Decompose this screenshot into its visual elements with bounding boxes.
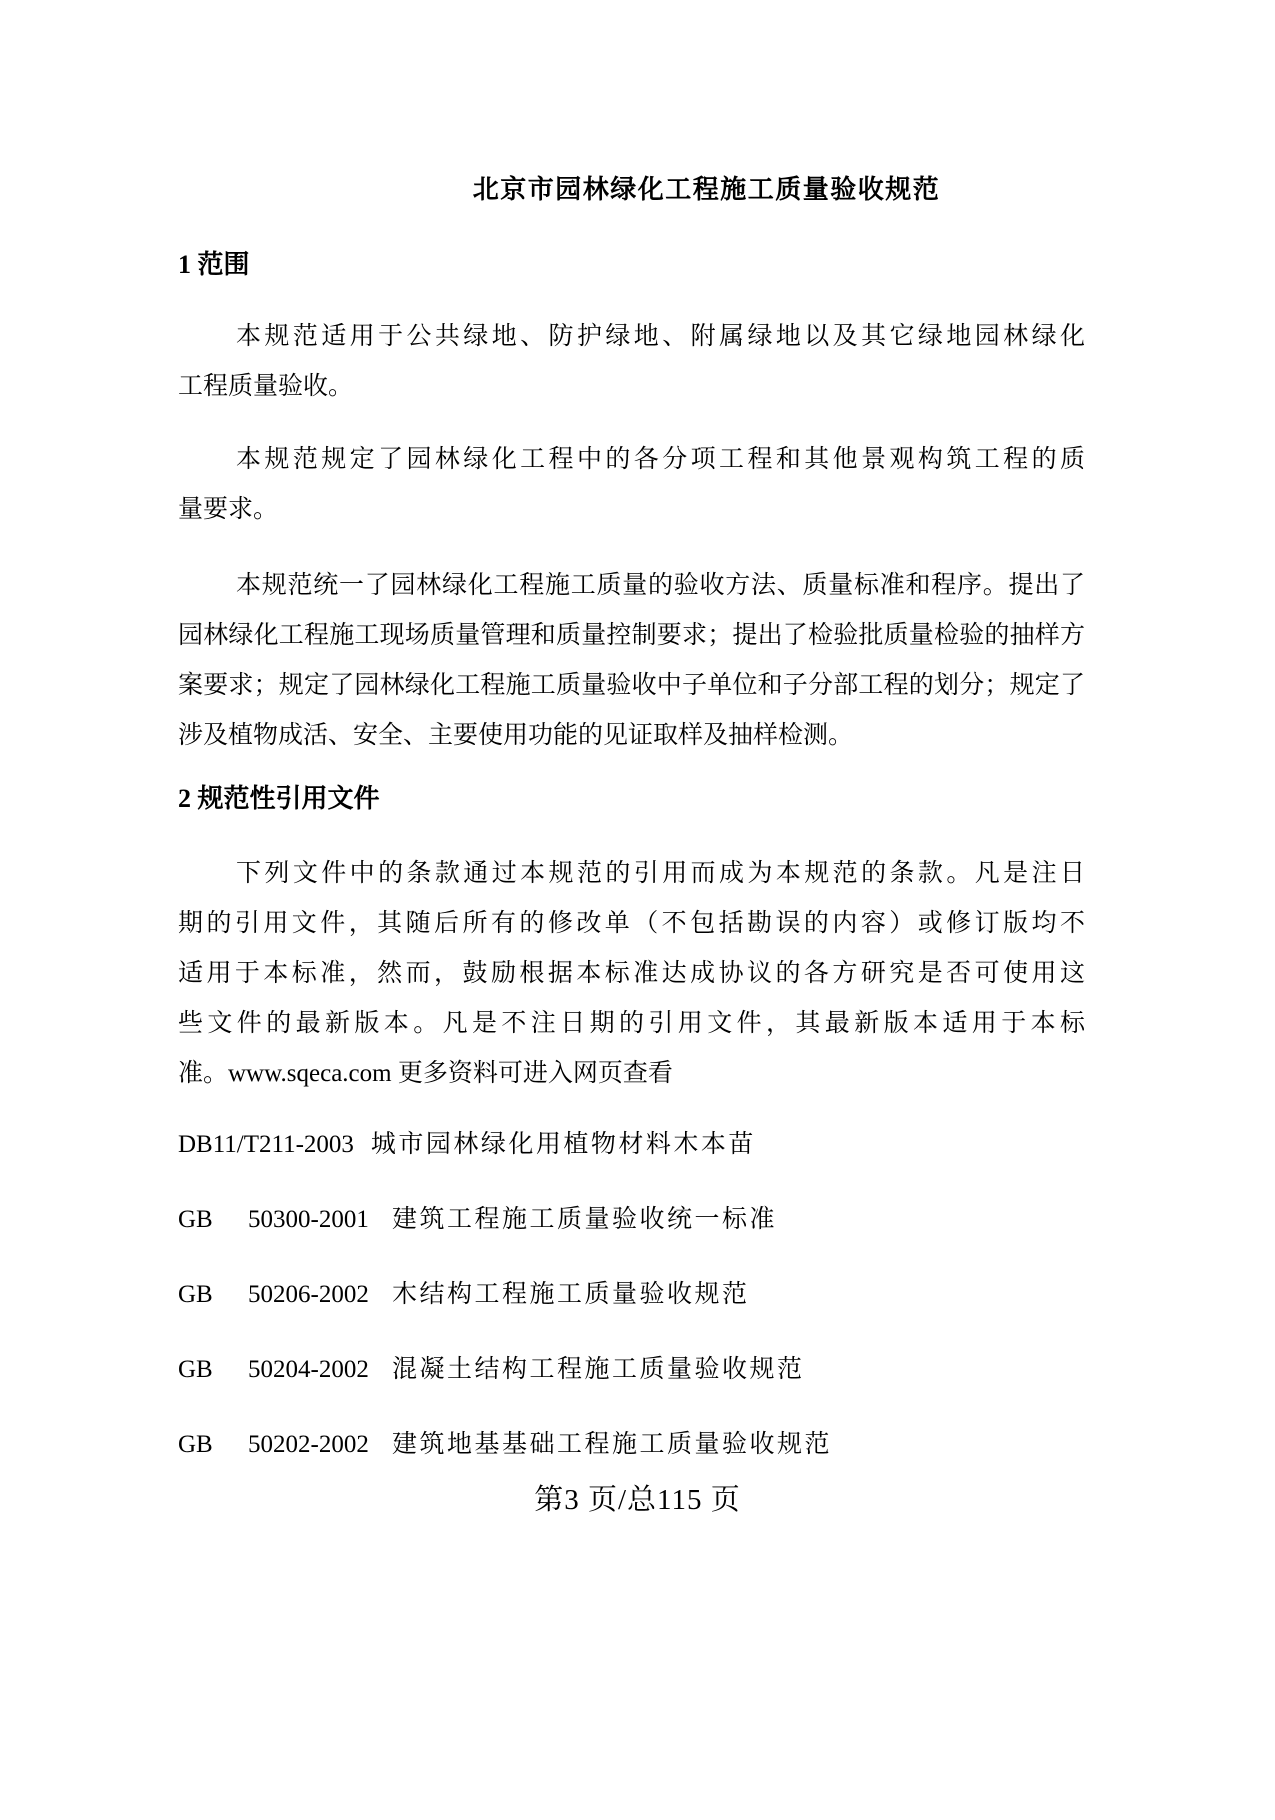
paragraph-line: 些文件的最新版本。凡是不注日期的引用文件，其最新版本适用于本标 — [178, 1010, 1085, 1037]
paragraph-line: 园林绿化工程施工现场质量管理和质量控制要求；提出了检验批质量检验的抽样方 — [178, 622, 1085, 649]
section-2-heading: 2 规范性引用文件 — [178, 784, 380, 813]
section-1-heading: 1 范围 — [178, 250, 250, 279]
paragraph-scope-3 — [178, 561, 1085, 761]
reference-code: GB — [178, 1356, 213, 1383]
paragraph-line: 量要求。 — [178, 496, 279, 523]
document-page — [0, 170, 1275, 1470]
reference-code: DB11/T211-2003 — [178, 1131, 354, 1158]
reference-row — [178, 1195, 1085, 1245]
reference-row — [178, 1420, 1085, 1470]
paragraph-line: 涉及植物成活、安全、主要使用功能的见证取样及抽样检测。 — [178, 722, 854, 749]
reference-title: 木结构工程施工质量验收规范 — [392, 1281, 750, 1308]
reference-number: 50202-2002 — [248, 1431, 369, 1458]
reference-row — [178, 1345, 1085, 1395]
reference-title: 建筑地基基础工程施工质量验收规范 — [392, 1431, 833, 1458]
reference-row — [178, 1120, 1085, 1170]
reference-code: GB — [178, 1281, 213, 1308]
document-title: 北京市园林绿化工程施工质量验收规范 — [472, 175, 941, 204]
page-footer: 第3 页/总115 页 — [534, 1484, 741, 1516]
paragraph-line: 准。www.sqeca.com 更多资料可进入网页查看 — [178, 1060, 673, 1087]
reference-code: GB — [178, 1431, 213, 1458]
paragraph-line: 期的引用文件，其随后所有的修改单（不包括勘误的内容）或修订版均不 — [178, 910, 1085, 937]
reference-title: 混凝土结构工程施工质量验收规范 — [392, 1356, 805, 1383]
reference-code: GB — [178, 1206, 213, 1233]
paragraph-line: 下列文件中的条款通过本规范的引用而成为本规范的条款。凡是注日 — [236, 860, 1085, 887]
paragraph-line: 案要求；规定了园林绿化工程施工质量验收中子单位和子分部工程的划分；规定了 — [178, 672, 1085, 699]
paragraph-scope-2 — [178, 435, 1085, 535]
paragraph-line: 本规范规定了园林绿化工程中的各分项工程和其他景观构筑工程的质 — [236, 446, 1085, 473]
paragraph-line: 适用于本标准，然而，鼓励根据本标准达成协议的各方研究是否可使用这 — [178, 960, 1085, 987]
reference-number: 50300-2001 — [248, 1206, 369, 1233]
reference-title: 建筑工程施工质量验收统一标准 — [392, 1206, 778, 1233]
paragraph-scope-1 — [178, 312, 1085, 412]
paragraph-references-intro — [178, 849, 1085, 1099]
reference-number: 50204-2002 — [248, 1356, 369, 1383]
reference-number: 50206-2002 — [248, 1281, 369, 1308]
reference-title: 城市园林绿化用植物材料木本苗 — [370, 1131, 756, 1158]
paragraph-line: 工程质量验收。 — [178, 373, 354, 400]
reference-row — [178, 1270, 1085, 1320]
paragraph-line: 本规范统一了园林绿化工程施工质量的验收方法、质量标准和程序。提出了 — [236, 572, 1085, 599]
paragraph-line: 本规范适用于公共绿地、防护绿地、附属绿地以及其它绿地园林绿化 — [236, 323, 1085, 350]
